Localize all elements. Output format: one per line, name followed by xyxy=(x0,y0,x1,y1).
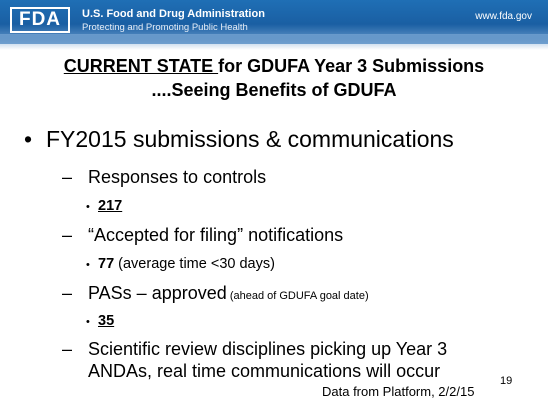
sub-bullet-label: Responses to controls xyxy=(88,167,267,187)
sub-bullet-line1 xyxy=(62,338,447,360)
main-bullet-text: FY2015 submissions & communications xyxy=(46,126,454,152)
bullet-dot-icon: • xyxy=(24,126,33,152)
value-bullet-pas xyxy=(86,311,114,332)
dash-icon: – xyxy=(62,283,73,303)
slide-title-line1 xyxy=(0,54,548,78)
title-rest: for GDUFA Year 3 Submissions xyxy=(218,56,485,76)
dash-icon: – xyxy=(62,167,73,187)
sub-bullet-responses xyxy=(62,166,266,188)
sub-bullet-label: PASs – approved xyxy=(88,283,227,303)
dash-icon: – xyxy=(62,225,73,245)
title-underlined: CURRENT STATE xyxy=(63,56,219,76)
slide-title-line2: ....Seeing Benefits of GDUFA xyxy=(151,80,397,100)
sub-bullet-scientific xyxy=(62,338,447,382)
small-bullet-icon: • xyxy=(86,316,90,328)
sub-bullet-label-line1: Scientific review disciplines picking up Year 3 xyxy=(88,339,448,359)
small-bullet-icon: • xyxy=(86,259,90,271)
fda-logo-text: FDA xyxy=(18,9,62,30)
page-number: 19 xyxy=(500,375,513,387)
main-bullet xyxy=(24,124,454,154)
value-35: 35 xyxy=(98,313,115,329)
dash-icon: – xyxy=(62,339,73,359)
value-bullet-accepted xyxy=(86,254,275,275)
label-note: (ahead of GDUFA goal date) xyxy=(226,290,369,302)
data-source: Data from Platform, 2/2/15 xyxy=(322,384,475,399)
sub-bullet-pas xyxy=(62,282,369,307)
value-77: 77 xyxy=(98,256,115,272)
slide-title xyxy=(0,54,548,102)
small-bullet-icon: • xyxy=(86,201,90,213)
sub-bullet-label-line2: ANDAs, real time communications will occur xyxy=(88,361,441,381)
sub-bullet-label: “Accepted for filing” notifications xyxy=(88,225,344,245)
value-217: 217 xyxy=(98,198,123,214)
agency-name: U.S. Food and Drug Administration xyxy=(82,8,265,20)
agency-tagline: Protecting and Promoting Public Health xyxy=(82,22,248,33)
sub-bullet-accepted xyxy=(62,224,343,246)
fda-url[interactable]: www.fda.gov xyxy=(475,11,532,22)
fda-logo xyxy=(10,7,70,33)
header-fade xyxy=(0,34,548,50)
value-bullet-responses xyxy=(86,196,122,217)
value-note: (average time <30 days) xyxy=(114,256,275,272)
